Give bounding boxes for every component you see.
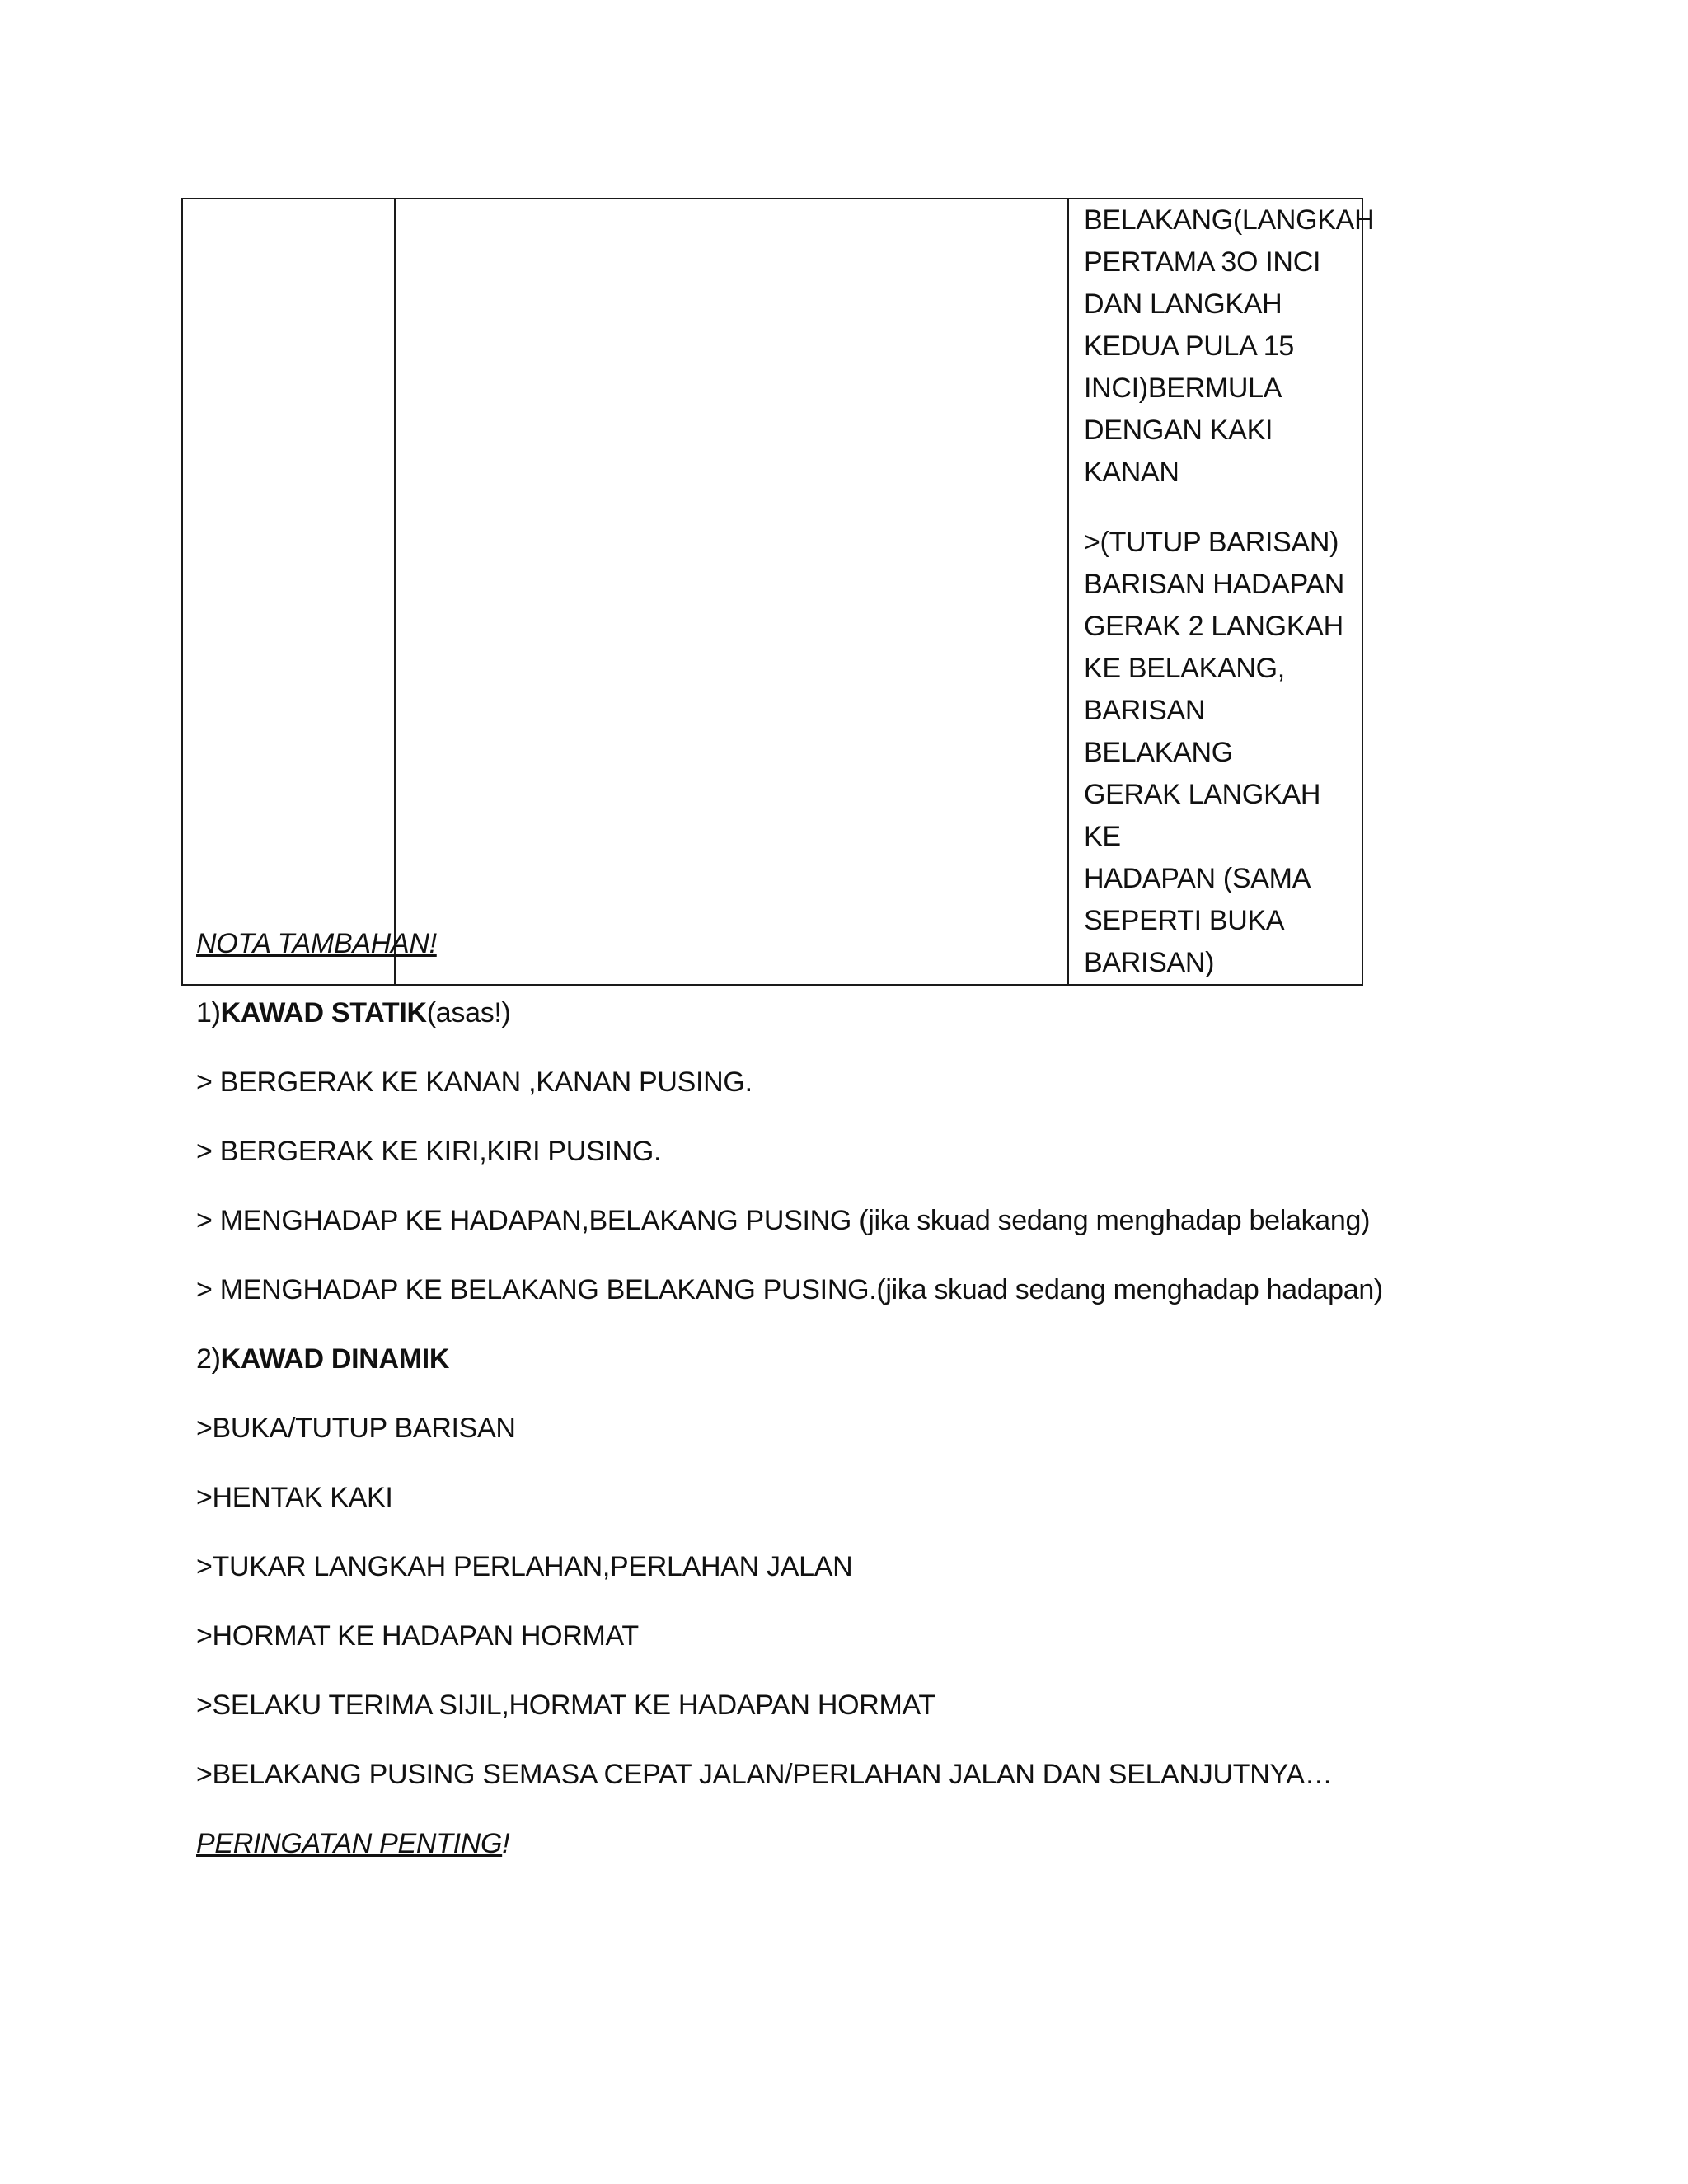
- warning-suffix: !: [502, 1828, 510, 1859]
- list-item: >SELAKU TERIMA SIJIL,HORMAT KE HADAPAN HORMAT: [196, 1690, 935, 1721]
- list-item: > MENGHADAP KE HADAPAN,BELAKANG PUSING (jika skuad sedang menghadap belakang): [196, 1205, 1371, 1236]
- list-item: >BELAKANG PUSING SEMASA CEPAT JALAN/PERLAHAN JALAN DAN SELANJUTNYA…: [196, 1759, 1333, 1790]
- section-title: KAWAD DINAMIK: [220, 1343, 450, 1375]
- section-kawad-dinamik-title: [196, 1338, 1515, 1380]
- table-cell-col1: [182, 199, 395, 985]
- drill-table: [181, 198, 1375, 986]
- section-kawad-statik-title: [196, 992, 1515, 1034]
- table-cell-col3: [1068, 199, 1375, 985]
- cell-paragraph: BELAKANG(LANGKAH PERTAMA 3O INCI DAN LANGKAH KEDUA PULA 15 INCI)BERMULA DENGAN KAKI KANAN: [1084, 204, 1375, 488]
- list-item: >TUKAR LANGKAH PERLAHAN,PERLAHAN JALAN: [196, 1551, 853, 1582]
- notes-heading: NOTA TAMBAHAN!: [196, 928, 437, 959]
- warning-heading-line: [196, 1823, 1515, 1865]
- list-item: >BUKA/TUTUP BARISAN: [196, 1413, 516, 1444]
- section-suffix: (asas!): [426, 997, 511, 1029]
- list-item: > MENGHADAP KE BELAKANG BELAKANG PUSING.(jika skuad sedang menghadap hadapan): [196, 1274, 1383, 1305]
- list-item: >HENTAK KAKI: [196, 1482, 393, 1513]
- list-item: >HORMAT KE HADAPAN HORMAT: [196, 1620, 639, 1652]
- section-title: KAWAD STATIK: [220, 997, 427, 1029]
- table-row: [182, 199, 1362, 985]
- list-item: > BERGERAK KE KANAN ,KANAN PUSING.: [196, 1066, 753, 1098]
- section-number: 2): [196, 1343, 221, 1375]
- table-cell-col2: [395, 199, 1068, 985]
- section-number: 1): [196, 997, 221, 1029]
- list-item: > BERGERAK KE KIRI,KIRI PUSING.: [196, 1136, 662, 1167]
- cell-paragraph: >(TUTUP BARISAN) BARISAN HADAPAN GERAK 2 LANGKAH KE BELAKANG, BARISAN BELAKANG GERAK LANGKAH KE HADAPAN (SAMA SEPERTI BUKA BARISAN): [1084, 527, 1345, 978]
- warning-heading: PERINGATAN PENTING: [196, 1828, 503, 1859]
- additional-notes: [196, 923, 1515, 1865]
